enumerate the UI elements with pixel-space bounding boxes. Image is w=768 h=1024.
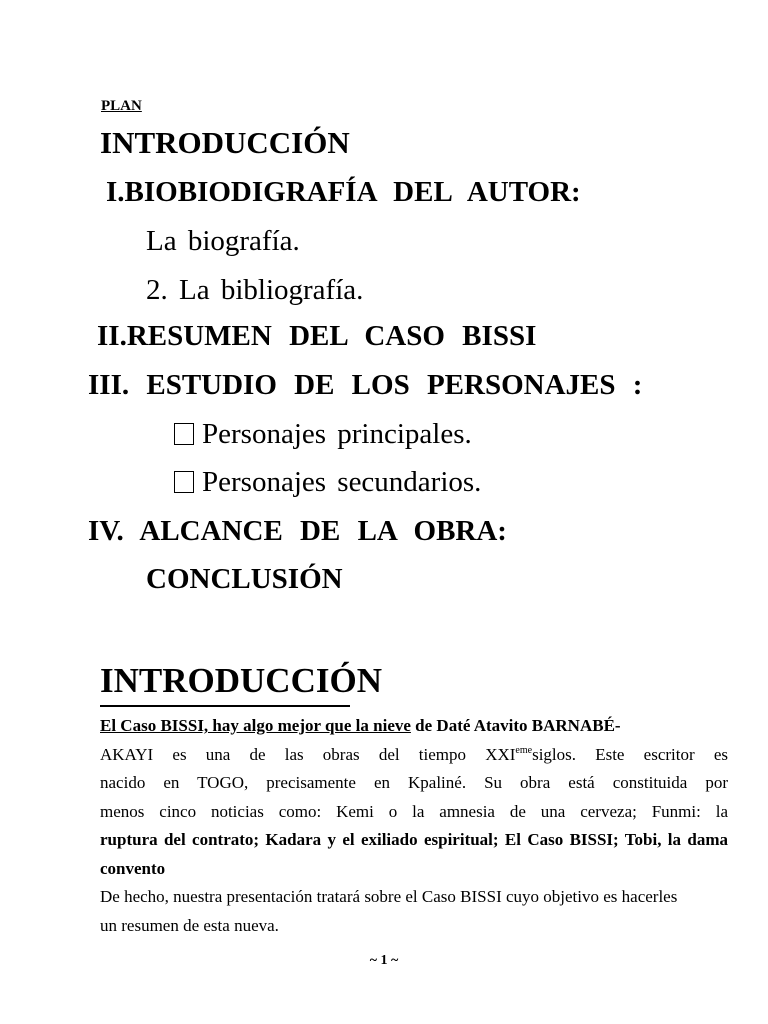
heading-underline-rule [100, 705, 350, 707]
introduction-line: un resumen de esta nueva. [100, 915, 279, 935]
introduction-line: menos cinco noticias como: Kemi o la amnesia de una cerveza; Funmi: la [100, 801, 728, 821]
plan-conclusion: CONCLUSIÓN [146, 563, 343, 595]
checkbox-bullet-icon [174, 471, 194, 493]
introduction-body [100, 712, 728, 940]
introduction-line-bold: convento [100, 858, 166, 878]
plan-section-3-item [174, 466, 481, 499]
ordinal-superscript: eme [515, 744, 533, 756]
lead-underlined-text: El Caso BISSI, hay algo mejor que la nieve [100, 716, 411, 735]
introduction-line-bold: ruptura del contrato; Kadara y el exiliado espiritual; El Caso BISSI; Tobi, la dama [100, 830, 728, 849]
plan-section-2-title: II.RESUMEN DEL CASO BISSI [97, 320, 537, 352]
plan-section-3-item-label: Personajes secundarios. [202, 466, 482, 498]
lead-rest-text: de Daté Atavito BARNABÉ- [410, 716, 621, 735]
line2-text: AKAYI es una de las obras del tiempo XXI [100, 744, 516, 764]
plan-label: PLAN [101, 98, 142, 114]
plan-section-3-item-label: Personajes principales. [202, 418, 472, 450]
plan-section-1-item: 2. La bibliografía. [146, 274, 364, 306]
introduction-lead [100, 712, 728, 741]
plan-section-3-item [174, 418, 472, 451]
plan-section-3-title: III. ESTUDIO DE LOS PERSONAJES : [88, 369, 643, 401]
plan-section-4-title: IV. ALCANCE DE LA OBRA: [88, 515, 507, 547]
line2-rest-text: siglos. Este escritor es [532, 744, 728, 764]
introduction-heading: INTRODUCCIÓN [100, 661, 382, 700]
plan-introduction: INTRODUCCIÓN [100, 125, 350, 160]
checkbox-bullet-icon [174, 423, 194, 445]
introduction-line: De hecho, nuestra presentación tratará sobre el Caso BISSI cuyo objetivo es hacerles [100, 887, 678, 906]
page-number: ~ 1 ~ [369, 953, 399, 968]
plan-section-1-title: I.BIOBIODIGRAFÍA DEL AUTOR: [106, 176, 581, 208]
plan-section-1-item: La biografía. [146, 225, 300, 257]
introduction-line [100, 741, 728, 770]
introduction-line: nacido en TOGO, precisamente en Kpaliné. Su obra está constituida por [100, 773, 728, 792]
